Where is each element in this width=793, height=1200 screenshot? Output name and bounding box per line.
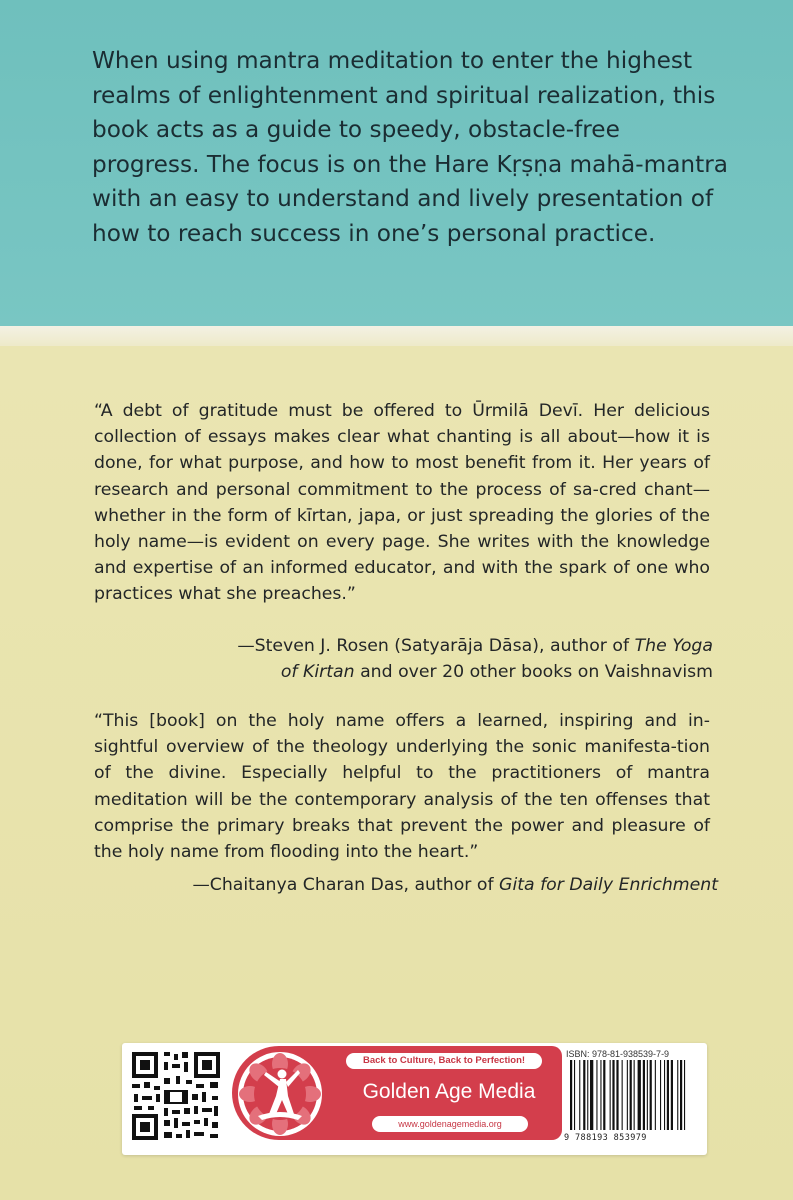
book-blurb: When using mantra meditation to enter the highest realms of enlightenment and spiritual realization, this book acts as a guide to speedy, obstacle-free progress. The focus is on the Hare Kṛṣṇa mahā-mantra with an easy to understand and lively presentation of how to reach success in one’s personal practice. bbox=[92, 47, 728, 247]
publisher-website: www.goldenagemedia.org bbox=[372, 1116, 528, 1132]
publisher-name: Golden Age Media bbox=[362, 1080, 536, 1103]
attribution-book-title: The Yoga of Kirtan bbox=[280, 636, 713, 683]
attribution-book-title: Gita for Daily Enrichment bbox=[499, 875, 718, 895]
band-divider bbox=[0, 326, 793, 346]
endorsement-attribution-2 bbox=[118, 872, 718, 898]
isbn-label: ISBN: 978-81-938539-7-9 bbox=[566, 1049, 670, 1059]
endorsement-quote-1: “A debt of gratitude must be offered to Ūrmilā Devī. Her delicious collection of essays makes clear what chanting is all about—how it is done, for what purpose, and how to most benefit from it. Her years of research and personal commitment to the process of sa-cred chant—whether in the form of kīrtan, japa, or just spreading the glories of the holy name—is evident on every page. She writes with the knowledge and expertise of an informed educator, and with the spark of one who practices what she preaches.” bbox=[94, 401, 710, 605]
qr-code-icon bbox=[130, 1050, 222, 1142]
attribution-suffix: and over 20 other books on Vaishnavism bbox=[354, 662, 713, 683]
attribution-prefix: —Steven J. Rosen (Satyarāja Dāsa), author of bbox=[237, 636, 635, 656]
lotus-dancer-emblem-icon bbox=[236, 1050, 324, 1138]
endorsement-attribution-1 bbox=[233, 633, 713, 685]
publisher-tagline: Back to Culture, Back to Perfection! bbox=[346, 1053, 542, 1069]
attribution-prefix: —Chaitanya Charan Das, author of bbox=[192, 875, 500, 895]
endorsement-quote-2: “This [book] on the holy name offers a learned, inspiring and in-sightful overview of the theology underlying the sonic manifesta-tion of the divine. Especially helpful to the practitioners of mantra meditation will be the contemporary analysis of the ten offenses that comprise the primary breaks that prevent the power and pleasure of the holy name from flooding into the heart.” bbox=[94, 711, 710, 863]
isbn-barcode bbox=[568, 1060, 702, 1132]
barcode-digits: 9 788193 853979 bbox=[564, 1133, 647, 1143]
